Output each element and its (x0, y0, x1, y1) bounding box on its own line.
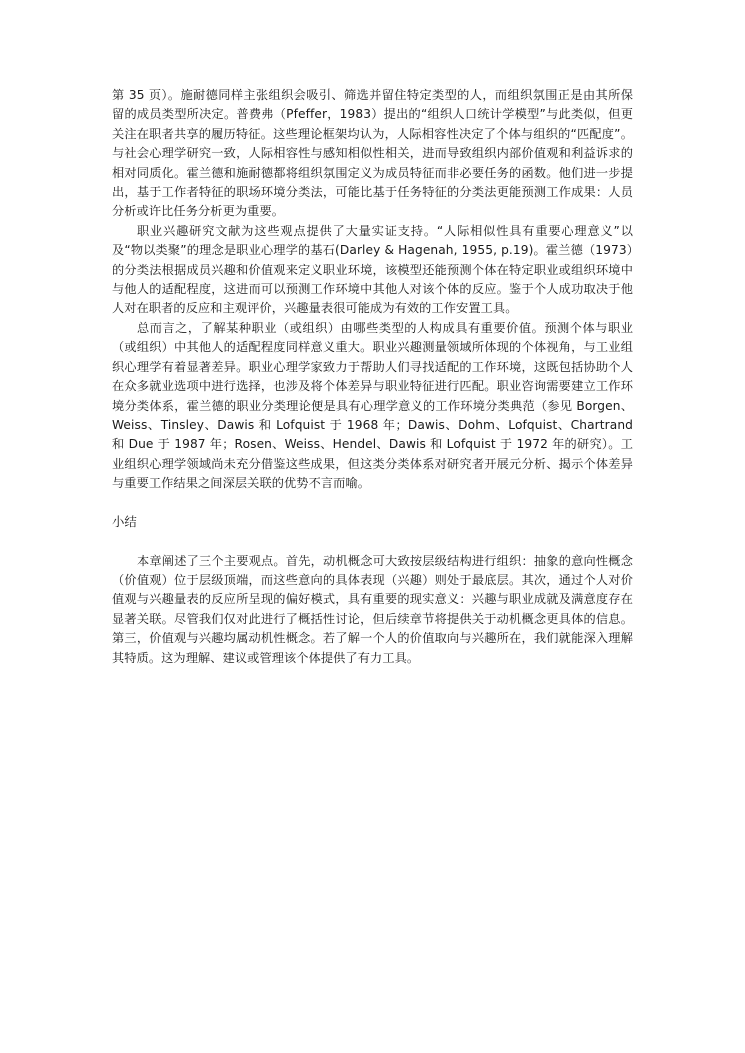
document-page (112, 86, 633, 668)
body-paragraph-2: 职业兴趣研究文献为这些观点提供了大量实证支持。“人际相似性具有重要心理意义”以及“物以类聚”的理念是职业心理学的基石(Darley & Hagenah, 1955, p.19)。霍兰德（1973）的分类法根据成员兴趣和价值观来定义职业环境，该模型还能预测个体在特定职业或组织环境中与他人的适配程度，这进而可以预测工作环境中其他人对该个体的反应。鉴于个人成功取决于他人对在职者的反应和主观评价，兴趣量表很可能成为有效的工作安置工具。 (112, 223, 633, 316)
body-paragraph-1: 第 35 页）。施耐德同样主张组织会吸引、筛选并留住特定类型的人，而组织氛围正是由其所保留的成员类型所决定。普费弗（Pfeffer，1983）提出的“组织人口统计学模型”与此类似，但更关注在职者共享的履历特征。这些理论框架均认为，人际相容性决定了个体与组织的“匹配度”。与社会心理学研究一致，人际相容性与感知相似性相关，进而导致组织内部价值观和利益诉求的相对同质化。霍兰德和施耐德都将组织氛围定义为成员特征而非必要任务的函数。他们进一步提出，基于工作者特征的职场环境分类法，可能比基于任务特征的分类法更能预测工作成果：人员分析或许比任务分析更为重要。 (112, 88, 633, 219)
summary-paragraph: 本章阐述了三个主要观点。首先，动机概念可大致按层级结构进行组织：抽象的意向性概念（价值观）位于层级顶端，而这些意向的具体表现（兴趣）则处于最底层。其次，通过个人对价值观与兴趣量表的反应所呈现的偏好模式，具有重要的现实意义：兴趣与职业成就及满意度存在显著关联。尽管我们仅对此进行了概括性讨论，但后续章节将提供关于动机概念更具体的信息。第三，价值观与兴趣均属动机性概念。若了解一个人的价值取向与兴趣所在，我们就能深入理解其特质。这为理解、建议或管理该个体提供了有力工具。 (112, 553, 633, 665)
section-spacer (112, 532, 633, 552)
section-spacer (112, 494, 633, 512)
section-heading: 小结 (112, 513, 137, 529)
body-paragraph-3: 总而言之，了解某种职业（或组织）由哪些类型的人构成具有重要价值。预测个体与职业（或组织）中其他人的适配程度同样意义重大。职业兴趣测量领域所体现的个体视角，与工业组织心理学有着显著差异。职业心理学家致力于帮助人们寻找适配的工作环境，这既包括协助个人在众多就业选项中进行选择，也涉及将个体差异与职业特征进行匹配。职业咨询需要建立工作环境分类体系，霍兰德的职业分类理论便是具有心理学意义的工作环境分类典范（参见 Borgen、Weiss、Tinsley、Dawis 和 Lofquist 于 1968 年；Dawis、Dohm、Lofquist、Chartrand 和 Due 于 1987 年；Rosen、Weiss、Hendel、Dawis 和 Lofquist 于 1972 年的研究）。工业组织心理学领域尚未充分借鉴这些成果，但这类分类体系对研究者开展元分析、揭示个体差异与重要工作结果之间深层关联的优势不言而喻。 (112, 320, 633, 491)
